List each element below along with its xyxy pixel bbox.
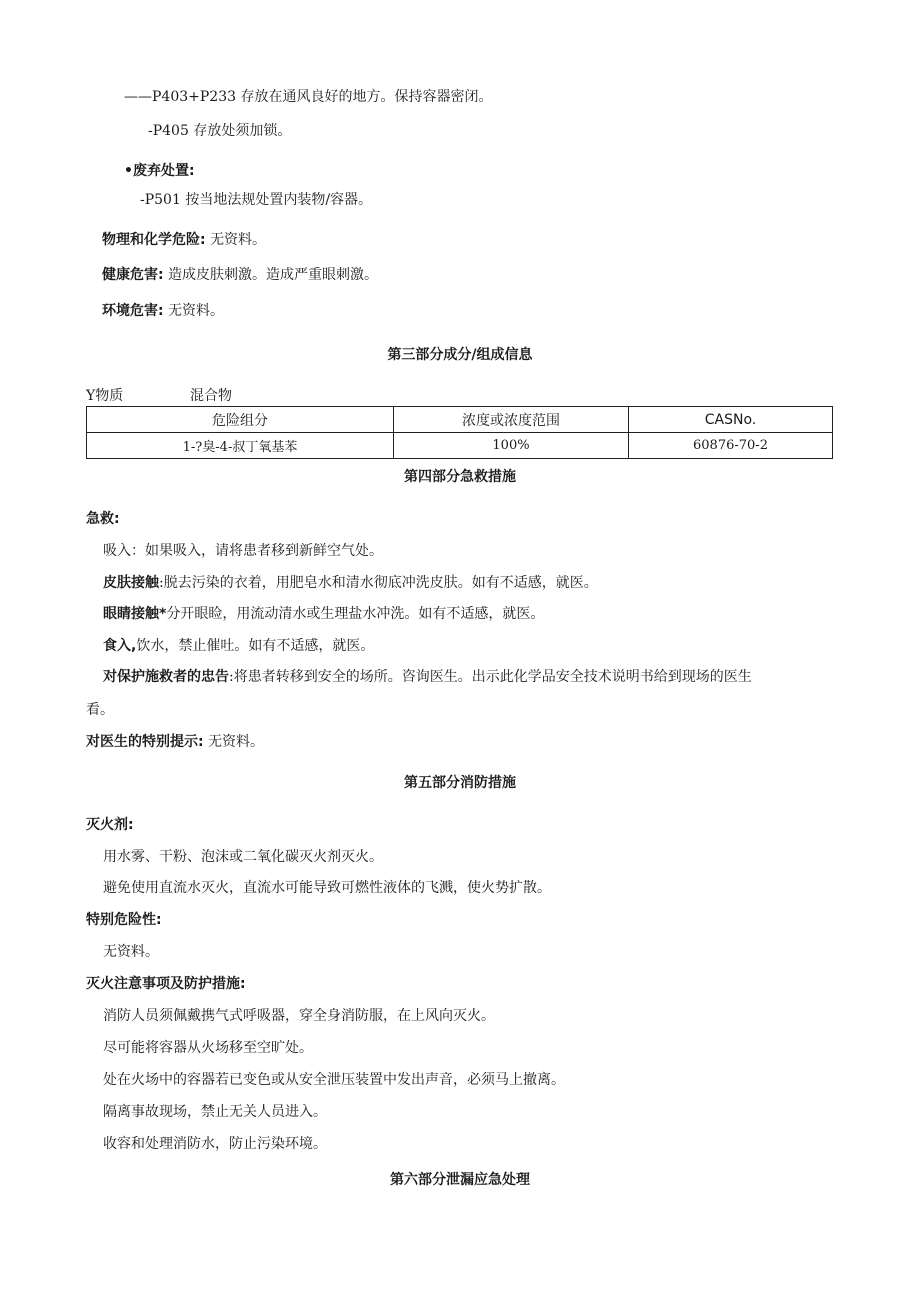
section5-title: 第五部分消防措施 — [404, 775, 516, 791]
cell-cas-no: 60876-70-2 — [629, 433, 833, 459]
environmental-hazard-value: 无资料。 — [168, 303, 225, 319]
health-hazard-value: 造成皮肤刺激。造成严重眼刺激。 — [168, 267, 379, 283]
header-cas-no: CASNo. — [629, 407, 833, 433]
ingestion-label: 食入, — [103, 638, 137, 654]
inhalation-instruction: 吸入：如果吸入，请将患者移到新鲜空气处。 — [103, 543, 383, 559]
composition-table — [86, 406, 833, 459]
section4-title: 第四部分急救措施 — [404, 469, 516, 485]
section3-title: 第三部分成分/组成信息 — [387, 347, 533, 363]
doctor-note-value: 无资料。 — [208, 734, 265, 750]
extinguishing-agent-1: 用水雾、干粉、泡沫或二氧化碳灭火剂灭火。 — [103, 849, 383, 865]
environmental-hazard-label: 环境危害: — [102, 303, 164, 319]
first-aid-label: 急救: — [86, 511, 120, 527]
section6-title: 第六部分泄漏应急处理 — [390, 1172, 530, 1188]
eye-contact — [103, 605, 544, 623]
list-item: 隔离事故现场，禁止无关人员进入。 — [103, 1104, 327, 1120]
rescuer-advice-continued: 看。 — [86, 702, 114, 718]
storage-statement-p405: -P405 存放处须加锁。 — [148, 123, 292, 139]
physical-chemical-hazard — [102, 231, 266, 249]
header-concentration: 浓度或浓度范围 — [394, 407, 629, 433]
special-hazard-value: 无资料。 — [103, 944, 159, 960]
eye-contact-value: 分开眼睑，用流动清水或生理盐水冲洗。如有不适感，就医。 — [166, 606, 545, 622]
disposal-heading: •废弃处置: — [124, 163, 195, 179]
skin-contact — [103, 574, 598, 592]
list-item: 处在火场中的容器若已变色或从安全泄压装置中发出声音，必须马上撤离。 — [103, 1072, 565, 1088]
ingestion-value: 饮水，禁止催吐。如有不适感，就医。 — [136, 638, 375, 654]
cell-component: 1-?臭-4-叔丁氧基苯 — [87, 433, 394, 459]
list-item: 收容和处理消防水，防止污染环境。 — [103, 1136, 327, 1152]
doctor-note — [86, 733, 264, 751]
physical-chemical-hazard-value: 无资料。 — [210, 232, 267, 248]
eye-contact-label: 眼睛接触* — [103, 606, 167, 622]
special-hazard-label: 特别危险性: — [86, 912, 162, 928]
physical-chemical-hazard-label: 物理和化学危险: — [102, 232, 206, 248]
extinguishing-agent-2: 避免使用直流水灭火，直流水可能导致可燃性液体的飞溅，使火势扩散。 — [103, 880, 551, 896]
table-row — [87, 433, 833, 459]
skin-contact-label: 皮肤接触 — [103, 575, 159, 591]
rescuer-advice-label: 对保护施救者的忠告 — [103, 669, 229, 685]
rescuer-advice — [103, 668, 752, 686]
disposal-statement-p501: -P501 按当地法规处置内装物/容器。 — [140, 192, 373, 208]
extinguishing-agent-label: 灭火剂: — [86, 817, 134, 833]
health-hazard — [102, 266, 378, 284]
environmental-hazard — [102, 302, 224, 320]
doctor-note-label: 对医生的特别提示: — [86, 734, 204, 750]
cell-concentration: 100% — [394, 433, 629, 459]
ingestion — [103, 637, 374, 655]
firefighting-precaution-label: 灭火注意事项及防护措施: — [86, 976, 246, 992]
health-hazard-label: 健康危害: — [102, 267, 164, 283]
header-component: 危险组分 — [87, 407, 394, 433]
list-item: 尽可能将容器从火场移至空旷处。 — [103, 1040, 313, 1056]
rescuer-advice-value: :将患者转移到安全的场所。咨询医生。出示此化学品安全技术说明书给到现场的医生 — [229, 669, 752, 685]
storage-statement-p403: ——P403+P233 存放在通风良好的地方。保持容器密闭。 — [124, 89, 493, 105]
skin-contact-value: :脱去污染的衣着，用肥皂水和清水彻底冲洗皮肤。如有不适感，就医。 — [159, 575, 598, 591]
composition-table-header — [87, 407, 833, 433]
mixture-label: 混合物 — [190, 388, 232, 404]
list-item: 消防人员须佩戴携气式呼吸器，穿全身消防服，在上风向灭火。 — [103, 1008, 495, 1024]
substance-label: Y物质 — [86, 388, 124, 404]
